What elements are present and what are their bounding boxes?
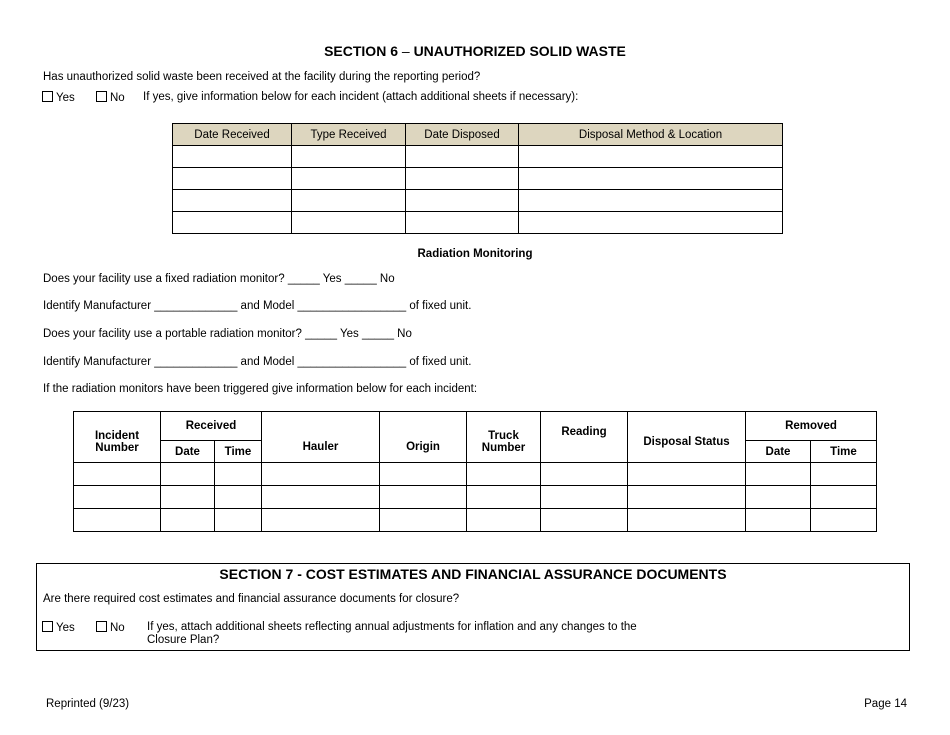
table-cell[interactable] — [74, 486, 161, 509]
section-7-title: SECTION 7 - COST ESTIMATES AND FINANCIAL ASSURANCE DOCUMENTS — [219, 566, 727, 582]
fixed-manufacturer-line: Identify Manufacturer _____________ and Model _________________ of fixed unit. — [43, 300, 472, 312]
table-cell[interactable] — [519, 212, 783, 234]
table-cell[interactable] — [262, 509, 380, 532]
table-cell[interactable] — [746, 486, 811, 509]
table-cell[interactable] — [215, 463, 262, 486]
portable-monitor-question: Does your facility use a portable radiation monitor? _____ Yes _____ No — [43, 328, 412, 340]
table-cell[interactable] — [628, 463, 746, 486]
no-label: No — [110, 622, 125, 634]
table-row[interactable] — [74, 463, 877, 486]
yes-checkbox[interactable] — [42, 621, 53, 632]
table-cell[interactable] — [173, 168, 292, 190]
table-cell[interactable] — [161, 463, 215, 486]
col-disposal-method: Disposal Method & Location — [519, 124, 783, 146]
table-cell[interactable] — [161, 509, 215, 532]
page-number: Page 14 — [864, 698, 907, 710]
table-cell[interactable] — [628, 486, 746, 509]
solid-waste-no-option[interactable] — [96, 91, 125, 104]
table-cell[interactable] — [628, 509, 746, 532]
yes-label: Yes — [56, 92, 75, 104]
table-cell[interactable] — [74, 463, 161, 486]
table-cell[interactable] — [519, 190, 783, 212]
table-cell[interactable] — [262, 486, 380, 509]
table-row[interactable] — [173, 168, 783, 190]
table-row[interactable] — [173, 146, 783, 168]
solid-waste-instruction: If yes, give information below for each incident (attach additional sheets if necessary): — [143, 91, 579, 103]
col-removed-group: Removed — [746, 412, 877, 441]
col-date-disposed: Date Disposed — [406, 124, 519, 146]
table-cell[interactable] — [161, 486, 215, 509]
table-cell[interactable] — [406, 190, 519, 212]
table-cell[interactable] — [541, 486, 628, 509]
solid-waste-yes-option[interactable] — [42, 91, 75, 104]
table-header-row — [173, 124, 783, 146]
reprinted-date: Reprinted (9/23) — [46, 698, 130, 710]
col-removed-time: Time — [811, 441, 877, 463]
table-cell[interactable] — [467, 463, 541, 486]
table-cell[interactable] — [406, 212, 519, 234]
table-cell[interactable] — [215, 486, 262, 509]
table-row[interactable] — [173, 212, 783, 234]
col-received-group: Received — [161, 412, 262, 441]
section-7-yes-option[interactable] — [42, 621, 75, 634]
table-cell[interactable] — [467, 509, 541, 532]
table-cell[interactable] — [292, 212, 406, 234]
table-cell[interactable] — [292, 190, 406, 212]
table-cell[interactable] — [811, 463, 877, 486]
table-cell[interactable] — [74, 509, 161, 532]
col-disposal-status: Disposal Status — [628, 412, 746, 463]
table-cell[interactable] — [811, 509, 877, 532]
title-dash: – — [397, 43, 414, 59]
table-row[interactable] — [74, 509, 877, 532]
yes-label: Yes — [56, 622, 75, 634]
col-origin: Origin — [380, 412, 467, 463]
col-truck-number: Truck Number — [467, 412, 541, 463]
table-header-row — [74, 412, 877, 441]
table-row[interactable] — [173, 190, 783, 212]
table-cell[interactable] — [746, 463, 811, 486]
section-6-heading: UNAUTHORIZED SOLID WASTE — [413, 43, 626, 59]
table-cell[interactable] — [173, 190, 292, 212]
table-cell[interactable] — [292, 168, 406, 190]
table-cell[interactable] — [467, 486, 541, 509]
col-reading: Reading — [541, 412, 628, 463]
col-received-time: Time — [215, 441, 262, 463]
radiation-incident-table — [73, 411, 877, 532]
section-7-instruction-line2: Closure Plan? — [147, 634, 220, 646]
solid-waste-question: Has unauthorized solid waste been received at the facility during the reporting period? — [43, 71, 481, 83]
table-cell[interactable] — [262, 463, 380, 486]
yes-checkbox[interactable] — [42, 91, 53, 102]
table-cell[interactable] — [406, 168, 519, 190]
col-type-received: Type Received — [292, 124, 406, 146]
table-cell[interactable] — [519, 168, 783, 190]
table-cell[interactable] — [215, 509, 262, 532]
section-7-instruction-line1: If yes, attach additional sheets reflecting annual adjustments for inflation and any changes to the — [147, 621, 637, 633]
section-6-title — [0, 43, 950, 59]
no-checkbox[interactable] — [96, 621, 107, 632]
section-7-question: Are there required cost estimates and financial assurance documents for closure? — [43, 593, 460, 605]
table-cell[interactable] — [292, 146, 406, 168]
col-removed-date: Date — [746, 441, 811, 463]
col-received-date: Date — [161, 441, 215, 463]
table-cell[interactable] — [811, 486, 877, 509]
table-row[interactable] — [74, 486, 877, 509]
section-7-instruction — [147, 621, 637, 647]
table-cell[interactable] — [746, 509, 811, 532]
table-cell[interactable] — [541, 463, 628, 486]
table-cell[interactable] — [380, 463, 467, 486]
table-cell[interactable] — [380, 486, 467, 509]
fixed-monitor-question: Does your facility use a fixed radiation monitor? _____ Yes _____ No — [43, 273, 395, 285]
table-cell[interactable] — [541, 509, 628, 532]
table-cell[interactable] — [173, 146, 292, 168]
no-label: No — [110, 92, 125, 104]
triggered-instruction: If the radiation monitors have been triggered give information below for each incident: — [43, 383, 478, 395]
section-7-no-option[interactable] — [96, 621, 125, 634]
radiation-monitoring-title: Radiation Monitoring — [417, 248, 533, 260]
table-cell[interactable] — [380, 509, 467, 532]
col-date-received: Date Received — [173, 124, 292, 146]
col-incident-number: Incident Number — [74, 412, 161, 463]
table-cell[interactable] — [173, 212, 292, 234]
no-checkbox[interactable] — [96, 91, 107, 102]
solid-waste-table — [172, 123, 783, 234]
col-hauler: Hauler — [262, 412, 380, 463]
section-7-box — [36, 563, 910, 651]
table-cell[interactable] — [519, 146, 783, 168]
section-6-number: SECTION 6 — [324, 43, 398, 59]
table-cell[interactable] — [406, 146, 519, 168]
portable-manufacturer-line: Identify Manufacturer _____________ and Model _________________ of fixed unit. — [43, 356, 472, 368]
